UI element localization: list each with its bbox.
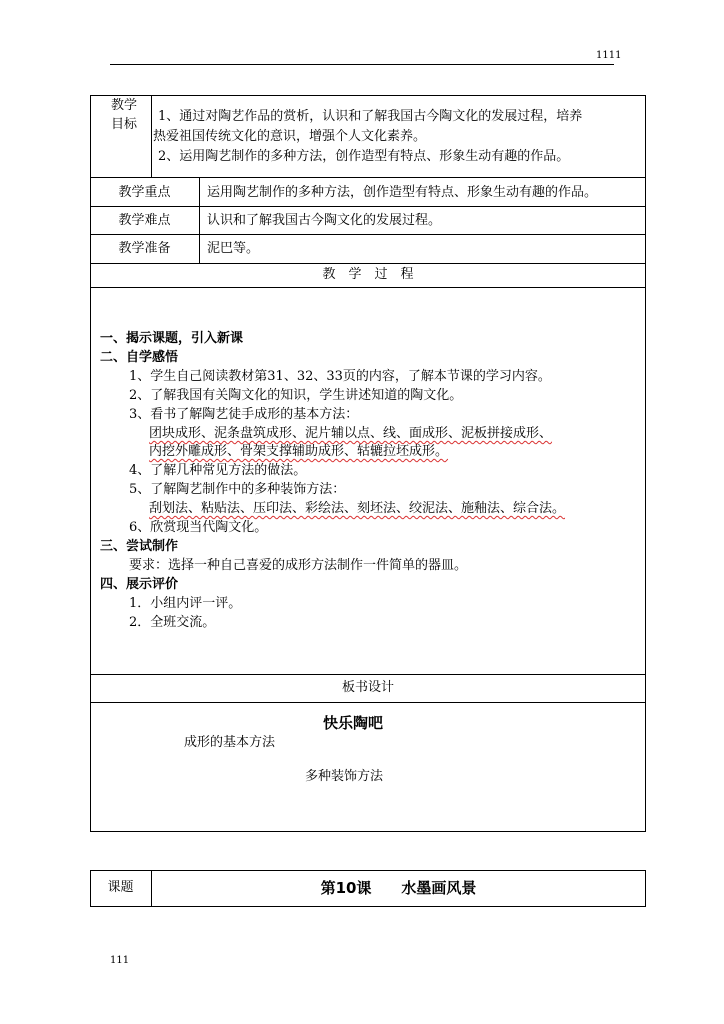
difficulty-label: 教学难点 — [118, 213, 171, 228]
preparation-label: 教学准备 — [118, 241, 171, 256]
process-item: 1、学生自己阅读教材第31、32、33页的内容，了解本节课的学习内容。 — [129, 369, 551, 384]
lesson-label: 课题 — [107, 880, 134, 895]
preparation-value: 泥巴等。 — [207, 241, 260, 256]
rows-divider — [199, 177, 200, 263]
goals-label: 教学目标 — [110, 98, 137, 132]
section-4-heading: 四、展示评价 — [100, 577, 179, 592]
process-item: 要求：选择一种自己喜爱的成形方法制作一件简单的器皿。 — [129, 558, 468, 573]
key-point-label: 教学重点 — [118, 185, 171, 200]
header-page-number: 1111 — [596, 50, 622, 61]
header-rule — [110, 64, 614, 65]
decoration-methods-line: 刮划法、粘贴法、压印法、彩绘法、刻坯法、绞泥法、施釉法、综合法。 — [149, 501, 566, 516]
goals-line-1: 1、通过对陶艺作品的赏析，认识和了解我国古今陶文化的发展过程，培养 — [158, 109, 583, 124]
goals-divider — [151, 95, 152, 177]
section-2-heading: 二、自学感悟 — [100, 350, 179, 365]
goals-line-2: 热爱祖国传统文化的意识，增强个人文化素养。 — [153, 129, 427, 144]
process-item: 5、了解陶艺制作中的多种装饰方法： — [129, 482, 346, 497]
row-line-5 — [90, 287, 646, 288]
section-3-heading: 三、尝试制作 — [100, 539, 179, 554]
process-item: 1．小组内评一评。 — [129, 596, 242, 611]
row-line-1 — [90, 177, 646, 178]
board-item-decoration: 多种装饰方法 — [305, 769, 384, 784]
process-item: 3、看书了解陶艺徒手成形的基本方法： — [129, 407, 359, 422]
row-line-6 — [90, 674, 646, 675]
row-line-7 — [90, 702, 646, 703]
section-1-heading: 一、揭示课题，引入新课 — [100, 331, 244, 346]
process-title: 教 学 过 程 — [322, 267, 414, 282]
lesson-title: 第10课 水墨画风景 — [320, 879, 477, 897]
process-item: 2．全班交流。 — [129, 615, 216, 630]
row-line-4 — [90, 263, 646, 264]
row-line-2 — [90, 206, 646, 207]
key-point-value: 运用陶艺制作的多种方法，创作造型有特点、形象生动有趣的作品。 — [207, 185, 598, 200]
forming-methods-line-2: 内挖外雕成形、骨架支撑辅助成形、轱辘拉坯成形。 — [149, 444, 449, 459]
difficulty-value: 认识和了解我国古今陶文化的发展过程。 — [207, 213, 442, 228]
goals-line-3: 2、运用陶艺制作的多种方法，创作造型有特点、形象生动有趣的作品。 — [158, 149, 570, 164]
row-line-3 — [90, 234, 646, 235]
board-title: 板书设计 — [341, 680, 394, 695]
footer-page-number: 111 — [110, 955, 130, 966]
board-item-forming: 成形的基本方法 — [184, 735, 276, 750]
process-item: 4、了解几种常见方法的做法。 — [129, 463, 307, 478]
process-item: 2、了解我国有关陶文化的知识，学生讲述知道的陶文化。 — [129, 388, 463, 403]
forming-methods-line-1: 团块成形、泥条盘筑成形、泥片辅以点、线、面成形、泥板拼接成形、 — [149, 426, 553, 441]
board-heading: 快乐陶吧 — [323, 714, 384, 732]
process-item: 6、欣赏现当代陶文化。 — [129, 520, 268, 535]
